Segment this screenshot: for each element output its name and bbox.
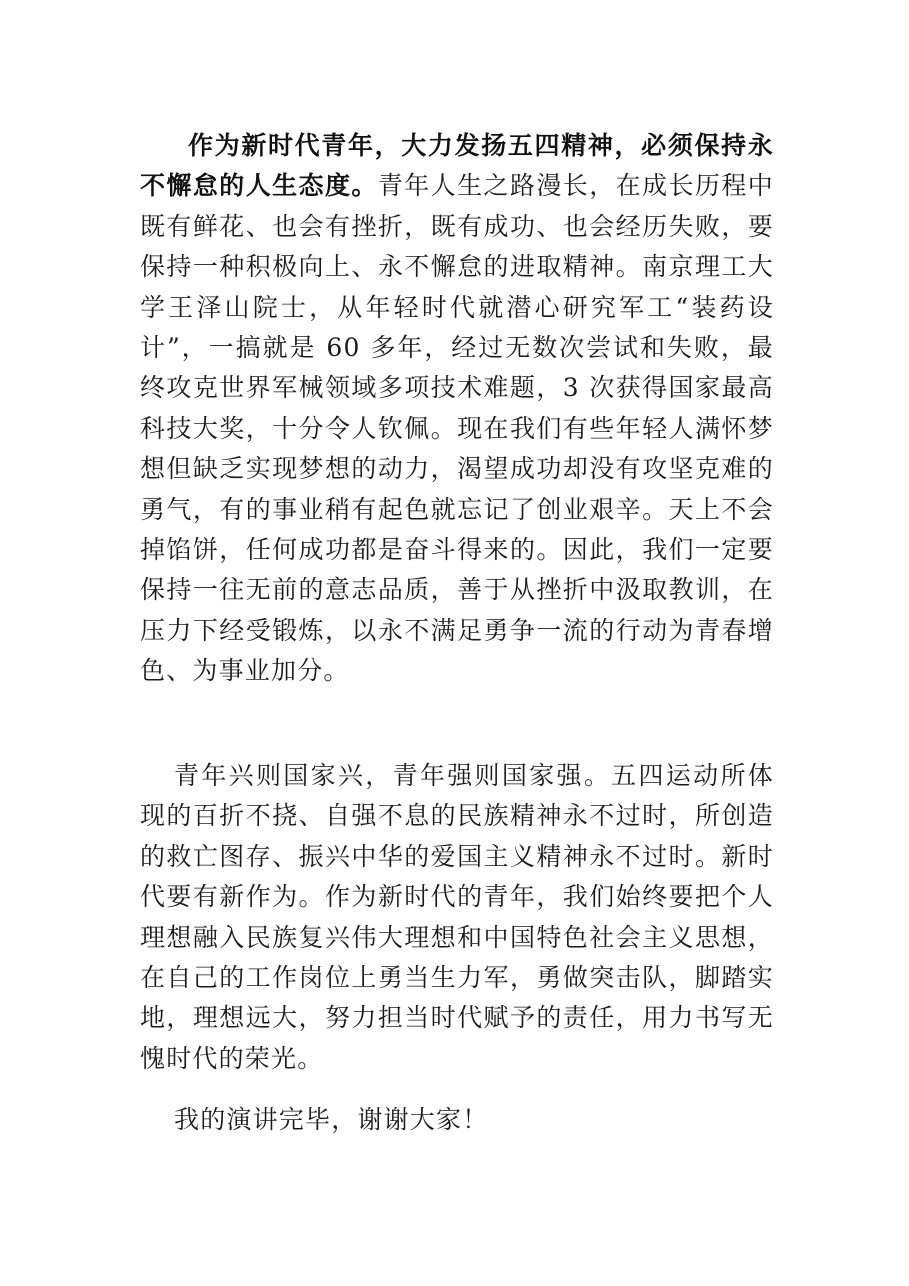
paragraph-1	[140, 126, 774, 692]
paragraph-3-closing: 我的演讲完毕，谢谢大家！	[174, 1105, 489, 1134]
paragraph-1-lead: 作为新时代青年，大力发扬五四精神，必须保持永不懈怠的人生态度。	[140, 131, 774, 201]
paragraph-2: 青年兴则国家兴，青年强则国家强。五四运动所体现的百折不挠、自强不息的民族精神永不过时，所创造的救亡图存、振兴中华的爱国主义精神永不过时。新时代要有新作为。作为新时代的青年，我们始终要把个人理想融入民族复兴伟大理想和中国特色社会主义思想，在自己的工作岗位上勇当生力军，勇做突击队，脚踏实地，理想远大，努力担当时代赋予的责任，用力书写无愧时代的荣光。	[140, 761, 774, 1073]
paragraph-1-body: 青年人生之路漫长，在成长历程中既有鲜花、也会有挫折，既有成功、也会经历失败，要保持一种积极向上、永不懈怠的进取精神。南京理工大学王泽山院士，从年轻时代就潜心研究军工“装药设计”，一搞就是 60 多年，经过无数次尝试和失败，最终攻克世界军械领域多项技术难题，3 次获得国家最高科技大奖，十分令人钦佩。现在我们有些年轻人满怀梦想但缺乏实现梦想的动力，渴望成功却没有攻坚克难的勇气，有的事业稍有起色就忘记了创业艰辛。天上不会掉馅饼，任何成功都是奋斗得来的。因此，我们一定要保持一往无前的意志品质，善于从挫折中汲取教训，在压力下经受锻炼，以永不满足勇争一流的行动为青春增色、为事业加分。	[140, 171, 774, 686]
